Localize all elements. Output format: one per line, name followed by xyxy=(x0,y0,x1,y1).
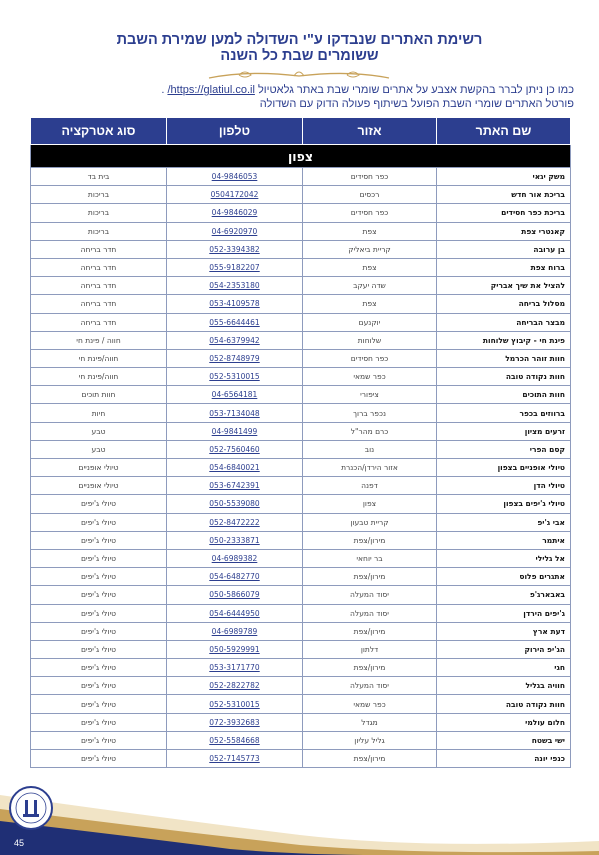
cell-name: קאנטרי צפת xyxy=(437,222,571,240)
cell-area: מגדל xyxy=(303,713,437,731)
section-label: צפון xyxy=(31,145,571,168)
cell-area: צפת xyxy=(303,258,437,276)
table-row xyxy=(31,422,571,440)
cell-phone[interactable]: 0504172042 xyxy=(167,186,303,204)
cell-area: דפנה xyxy=(303,477,437,495)
cell-type: חדר בריחה xyxy=(31,277,167,295)
cell-type: חדר בריחה xyxy=(31,313,167,331)
cell-type: חדר בריחה xyxy=(31,240,167,258)
cell-type: טיולי אופניים xyxy=(31,459,167,477)
cell-name: דעת ארץ xyxy=(437,622,571,640)
cell-name: פינת חי - קיבוץ שלוחות xyxy=(437,331,571,349)
cell-area: כפר חסידים xyxy=(303,349,437,367)
cell-area: יסוד המעלה xyxy=(303,604,437,622)
cell-type: חדר בריחה xyxy=(31,295,167,313)
table-row xyxy=(31,204,571,222)
cell-area: רכסים xyxy=(303,186,437,204)
intro-line-1 xyxy=(20,84,574,96)
cell-phone[interactable]: 04-9841499 xyxy=(167,422,303,440)
cell-name: ישי בשטח xyxy=(437,731,571,749)
table-header xyxy=(31,118,571,145)
table-row xyxy=(31,495,571,513)
cell-area: כפר שמאי xyxy=(303,368,437,386)
cell-area: כרם מהר"ל xyxy=(303,422,437,440)
cell-phone[interactable]: 054-6379942 xyxy=(167,331,303,349)
cell-name: בן ערובה xyxy=(437,240,571,258)
cell-phone[interactable]: 054-2353180 xyxy=(167,277,303,295)
cell-area: יסוד המעלה xyxy=(303,586,437,604)
cell-type: חווה/פינת חי xyxy=(31,368,167,386)
ornament-divider-icon xyxy=(199,64,399,82)
table-row xyxy=(31,313,571,331)
cell-phone[interactable]: 052-7560460 xyxy=(167,440,303,458)
table-row xyxy=(31,695,571,713)
table-row xyxy=(31,168,571,186)
col-header-phone: טלפון xyxy=(167,118,303,145)
cell-name: זרעים מציון xyxy=(437,422,571,440)
cell-type: טיולי ג'יפים xyxy=(31,513,167,531)
cell-area: יוקנעם xyxy=(303,313,437,331)
cell-phone[interactable]: 055-9182207 xyxy=(167,258,303,276)
table-row xyxy=(31,677,571,695)
cell-area: דלתון xyxy=(303,640,437,658)
table-row xyxy=(31,258,571,276)
cell-phone[interactable]: 052-2822782 xyxy=(167,677,303,695)
cell-type: טיולי ג'יפים xyxy=(31,677,167,695)
cell-phone[interactable]: 054-6444950 xyxy=(167,604,303,622)
col-header-name: שם האתר xyxy=(437,118,571,145)
cell-phone[interactable]: 04-6920970 xyxy=(167,222,303,240)
cell-name: חוויה בגליל xyxy=(437,677,571,695)
cell-type: בית בד xyxy=(31,168,167,186)
cell-area: כפר חסידים xyxy=(303,168,437,186)
cell-type: בריכות xyxy=(31,222,167,240)
cell-type: טיולי ג'יפים xyxy=(31,531,167,549)
cell-area: שדה יעקב xyxy=(303,277,437,295)
cell-type: טיולי ג'יפים xyxy=(31,495,167,513)
table-row xyxy=(31,349,571,367)
table-row xyxy=(31,731,571,749)
col-header-area: אזור xyxy=(303,118,437,145)
cell-phone[interactable]: 052-8472222 xyxy=(167,513,303,531)
cell-name: הג'יפ הירוק xyxy=(437,640,571,658)
cell-type: טיולי ג'יפים xyxy=(31,659,167,677)
table-row xyxy=(31,368,571,386)
cell-phone[interactable]: 052-3394382 xyxy=(167,240,303,258)
cell-area: נוב xyxy=(303,440,437,458)
table-row xyxy=(31,440,571,458)
cell-area: מירון/צפת xyxy=(303,622,437,640)
cell-type: חווה/פינת חי xyxy=(31,349,167,367)
cell-type: טיולי ג'יפים xyxy=(31,695,167,713)
cell-name: טיולי ג'יפים בצפון xyxy=(437,495,571,513)
cell-area: קריית ביאליק xyxy=(303,240,437,258)
cell-name: ברוח צפת xyxy=(437,258,571,276)
intro-line-2: פורטל האתרים שומרי השבת הפועל בשיתוף פעולה הדוק עם השדולה xyxy=(259,98,574,110)
cell-name: ברווזים בכפר xyxy=(437,404,571,422)
table-row xyxy=(31,295,571,313)
cell-phone[interactable]: 053-4109578 xyxy=(167,295,303,313)
cell-type: טיולי ג'יפים xyxy=(31,622,167,640)
cell-phone[interactable]: 052-5584668 xyxy=(167,731,303,749)
footer-wave-decoration xyxy=(0,765,599,855)
cell-area: מירון/צפת xyxy=(303,659,437,677)
table-row xyxy=(31,586,571,604)
table-row xyxy=(31,331,571,349)
cell-phone[interactable]: 052-5310015 xyxy=(167,695,303,713)
table-row xyxy=(31,713,571,731)
cell-type: טיולי ג'יפים xyxy=(31,750,167,768)
intro-text: כמו כן ניתן לברר בהקשת אצבע על אתרים שומרי שבת באתר גלאטיול xyxy=(257,84,574,96)
cell-name: בריכת כפר חסידים xyxy=(437,204,571,222)
cell-name: חוות זוהר הכרמל xyxy=(437,349,571,367)
cell-name: אבי ג'יפ xyxy=(437,513,571,531)
cell-phone[interactable]: 052-5310015 xyxy=(167,368,303,386)
cell-phone[interactable]: 053-3171770 xyxy=(167,659,303,677)
table-row xyxy=(31,640,571,658)
cell-area: מירון/צפת xyxy=(303,750,437,768)
table-row xyxy=(31,277,571,295)
table-row xyxy=(31,222,571,240)
page-title: רשימת האתרים שנבדקו ע"י השדולה למען שמירת השבת xyxy=(116,32,483,48)
table-row xyxy=(31,659,571,677)
table-row xyxy=(31,622,571,640)
cell-name: חגי xyxy=(437,659,571,677)
cell-name: חוות נקודה טובה xyxy=(437,695,571,713)
cell-area: צפת xyxy=(303,295,437,313)
cell-area: יסוד המעלה xyxy=(303,677,437,695)
cell-type: טיולי ג'יפים xyxy=(31,549,167,567)
page-number: 45 xyxy=(14,838,25,848)
section-row xyxy=(31,145,571,168)
cell-type: טיולי ג'יפים xyxy=(31,640,167,658)
table-row xyxy=(31,513,571,531)
attractions-table xyxy=(30,117,571,768)
cell-type: טיולי ג'יפים xyxy=(31,713,167,731)
cell-name: כנפי יונה xyxy=(437,750,571,768)
table-row xyxy=(31,531,571,549)
cell-phone[interactable]: 053-7134048 xyxy=(167,404,303,422)
cell-area: צפת xyxy=(303,222,437,240)
cell-type: טיולי ג'יפים xyxy=(31,731,167,749)
table-row xyxy=(31,477,571,495)
cell-phone[interactable]: 04-9846053 xyxy=(167,168,303,186)
cell-type: טיולי ג'יפים xyxy=(31,604,167,622)
cell-name: איתמר xyxy=(437,531,571,549)
cell-area: גליל עליון xyxy=(303,731,437,749)
cell-type: חוות תוכים xyxy=(31,386,167,404)
cell-phone[interactable]: 055-6644461 xyxy=(167,313,303,331)
table-row xyxy=(31,404,571,422)
table-row xyxy=(31,549,571,567)
organization-seal-icon xyxy=(8,785,54,831)
cell-phone[interactable]: 050-5539080 xyxy=(167,495,303,513)
cell-type: חיות xyxy=(31,404,167,422)
cell-phone[interactable]: 072-3932683 xyxy=(167,713,303,731)
cell-type: טיולי ג'יפים xyxy=(31,586,167,604)
cell-area: אזור הירדן/הכנרת xyxy=(303,459,437,477)
cell-name: חוות התוכים xyxy=(437,386,571,404)
cell-type: טיולי ג'יפים xyxy=(31,568,167,586)
cell-area: ציפורי xyxy=(303,386,437,404)
cell-phone[interactable]: 052-7145773 xyxy=(167,750,303,768)
cell-name: אל גלילי xyxy=(437,549,571,567)
cell-type: חווה / פינת חי xyxy=(31,331,167,349)
cell-area: מירון/צפת xyxy=(303,568,437,586)
cell-name: בריכת אור חדש xyxy=(437,186,571,204)
cell-type: טבע xyxy=(31,422,167,440)
table-row xyxy=(31,568,571,586)
cell-phone[interactable]: 04-6564181 xyxy=(167,386,303,404)
cell-phone[interactable]: 050-5866079 xyxy=(167,586,303,604)
cell-name: באבארג'פ xyxy=(437,586,571,604)
cell-type: חדר בריחה xyxy=(31,258,167,276)
cell-area: שלוחות xyxy=(303,331,437,349)
cell-phone[interactable]: 052-8748979 xyxy=(167,349,303,367)
cell-type: בריכות xyxy=(31,204,167,222)
cell-name: ג'יפים הירדן xyxy=(437,604,571,622)
cell-phone[interactable]: 050-2333871 xyxy=(167,531,303,549)
cell-phone[interactable]: 053-6742391 xyxy=(167,477,303,495)
glatiul-link[interactable]: https://glatiul.co.il/ xyxy=(167,84,255,96)
cell-type: בריכות xyxy=(31,186,167,204)
cell-phone[interactable]: 054-6482770 xyxy=(167,568,303,586)
cell-name: משק יגאי xyxy=(437,168,571,186)
cell-area: מירון/צפת xyxy=(303,531,437,549)
cell-area: צפון xyxy=(303,495,437,513)
cell-type: טיולי אופניים xyxy=(31,477,167,495)
cell-phone[interactable]: 04-9846029 xyxy=(167,204,303,222)
cell-name: טיולי הדן xyxy=(437,477,571,495)
cell-area: נכפר ברוך xyxy=(303,404,437,422)
cell-type: טבע xyxy=(31,440,167,458)
cell-area: קריית טבעון xyxy=(303,513,437,531)
cell-phone[interactable]: 050-5929991 xyxy=(167,640,303,658)
table-row xyxy=(31,459,571,477)
cell-area: כפר חסידים xyxy=(303,204,437,222)
page-subtitle: ששומרים שבת כל השנה xyxy=(220,48,379,64)
cell-area: כפר שמאי xyxy=(303,695,437,713)
cell-name: להציל את שיך אבריק xyxy=(437,277,571,295)
table-row xyxy=(31,186,571,204)
table-row xyxy=(31,386,571,404)
table-row xyxy=(31,240,571,258)
col-header-type: סוג אטרקציה xyxy=(31,118,167,145)
intro-dot: . xyxy=(161,84,165,96)
cell-name: קסם הפרי xyxy=(437,440,571,458)
table-row xyxy=(31,604,571,622)
cell-name: חלום עולמי xyxy=(437,713,571,731)
cell-name: טיולי אופניים בצפון xyxy=(437,459,571,477)
cell-name: חוות נקודה טובה xyxy=(437,368,571,386)
cell-area: בר יוחאי xyxy=(303,549,437,567)
cell-name: מסלול בריחה xyxy=(437,295,571,313)
cell-name: מבצר הבריחה xyxy=(437,313,571,331)
cell-phone[interactable]: 04-6989382 xyxy=(167,549,303,567)
cell-phone[interactable]: 04-6989789 xyxy=(167,622,303,640)
cell-phone[interactable]: 054-6840021 xyxy=(167,459,303,477)
cell-name: אתגרים פלוס xyxy=(437,568,571,586)
